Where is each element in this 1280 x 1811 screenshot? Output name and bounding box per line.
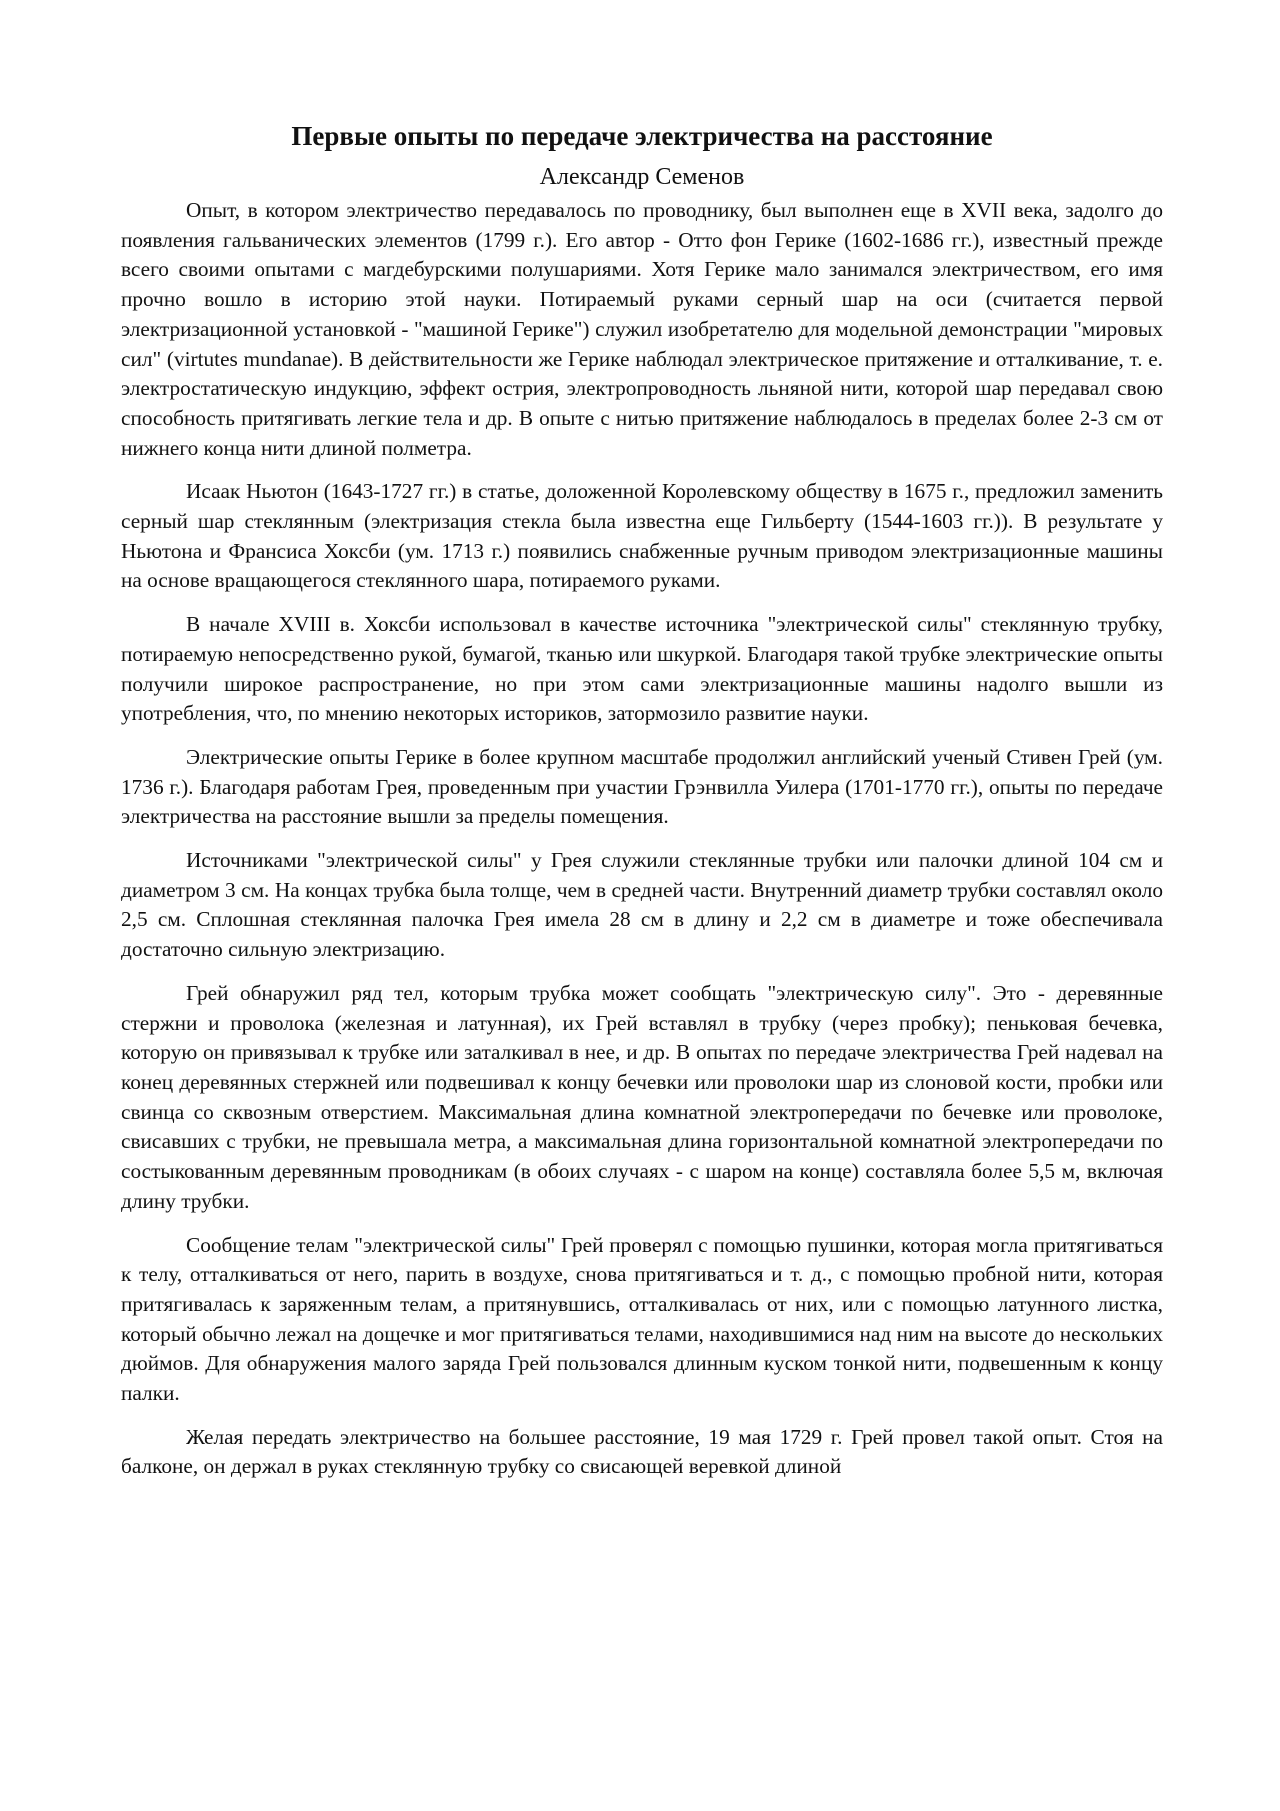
paragraph: Исаак Ньютон (1643-1727 гг.) в статье, доложенной Королевскому обществу в 1675 г., предложил заменить серный шар стеклянным (электризация стекла была известна еще Гильберту (1544-1603 гг.)). В результате у Ньютона и Франсиса Хоксби (ум. 1713 г.) появились снабженные ручным приводом электризационные машины на основе вращающегося стеклянного шара, потираемого руками. (121, 479, 1163, 593)
document-author: Александр Семенов (539, 164, 745, 190)
document-title: Первые опыты по передаче электричества на расстояние (291, 121, 993, 151)
paragraph: Опыт, в котором электричество передавалось по проводнику, был выполнен еще в XVII века, задолго до появления гальванических элементов (1799 г.). Его автор - Отто фон Герике (1602-1686 гг.), известный прежде всего своими опытами с магдебурскими полушариями. Хотя Герике мало занимался электричеством, его имя прочно вошло в историю этой науки. Потираемый руками серный шар на оси (считается первой электризационной установкой - "машиной Герике") служил изобретателю для модельной демонстрации "мировых сил" (virtutes mundanae). В действительности же Герике наблюдал электрическое притяжение и отталкивание, т. е. электростатическую индукцию, эффект острия, электропроводность льняной нити, которой шар передавал свою способность притягивать легкие тела и др. В опыте с нитью притяжение наблюдалось в пределах более 2-3 см от нижнего конца нити длиной полметра. (121, 198, 1163, 460)
document-page (121, 118, 1163, 1496)
paragraph: Грей обнаружил ряд тел, которым трубка может сообщать "электрическую силу". Это - деревянные стержни и проволока (железная и латунная), их Грей вставлял в трубку (через пробку); пеньковая бечевка, которую он привязывал к трубке или заталкивал в нее, и др. В опытах по передаче электричества Грей надевал на конец деревянных стержней или подвешивал к концу бечевки или проволоки шар из слоновой кости, пробки или свинца со сквозным отверстием. Максимальная длина комнатной электропередачи по бечевке или проволоке, свисавших с трубки, не превышала метра, а максимальная длина горизонтальной комнатной электропередачи по состыкованным деревянным проводникам (в обоих случаях - с шаром на конце) составляла более 5,5 м, включая длину трубки. (121, 980, 1163, 1213)
paragraph: Сообщение телам "электрической силы" Грей проверял с помощью пушинки, которая могла притягиваться к телу, отталкиваться от него, парить в воздухе, снова притягиваться и т. д., с помощью пробной нити, которая притягивалась к заряженным телам, а притянувшись, отталкивалась от них, или с помощью латунного листка, который обычно лежал на дощечке и мог притягиваться телами, находившимися над ним на высоте до нескольких дюймов. Для обнаружения малого заряда Грей пользовался длинным куском тонкой нити, подвешенным к концу палки. (121, 1232, 1163, 1406)
paragraph: Источниками "электрической силы" у Грея служили стеклянные трубки или палочки длиной 104 см и диаметром 3 см. На концах трубка была толще, чем в средней части. Внутренний диаметр трубки составлял около 2,5 см. Сплошная стеклянная палочка Грея имела 28 см в длину и 2,2 см в диаметре и тоже обеспечивала достаточно сильную электризацию. (121, 848, 1163, 962)
paragraph: Желая передать электричество на большее расстояние, 19 мая 1729 г. Грей провел такой опыт. Стоя на балконе, он держал в руках стеклянную трубку со свисающей веревкой длиной (121, 1424, 1163, 1479)
paragraph: В начале XVIII в. Хоксби использовал в качестве источника "электрической силы" стеклянную трубку, потираемую непосредственно рукой, бумагой, тканью или шкуркой. Благодаря такой трубке электрические опыты получили широкое распространение, но при этом сами электризационные машины надолго вышли из употребления, что, по мнению некоторых историков, затормозило развитие науки. (121, 612, 1163, 726)
paragraph: Электрические опыты Герике в более крупном масштабе продолжил английский ученый Стивен Грей (ум. 1736 г.). Благодаря работам Грея, проведенным при участии Грэнвилла Уилера (1701-1770 гг.), опыты по передаче электричества на расстояние вышли за пределы помещения. (121, 744, 1163, 829)
